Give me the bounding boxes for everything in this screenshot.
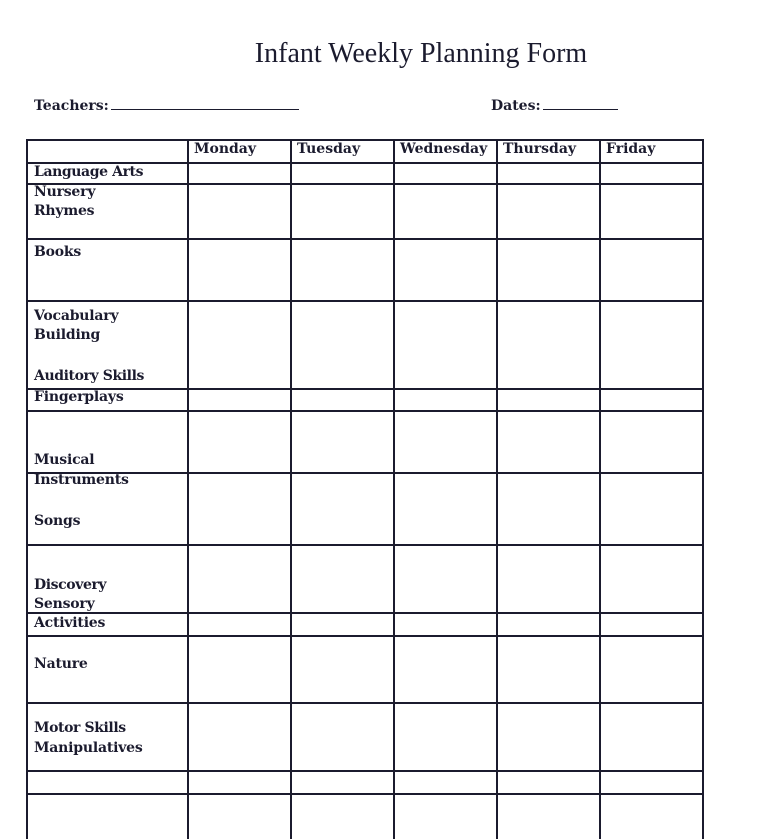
- row-divider: [26, 183, 704, 185]
- row-label-nature: Nature: [34, 656, 88, 672]
- row-label-songs: Songs: [34, 513, 81, 529]
- column-header-tuesday: Tuesday: [297, 141, 361, 157]
- column-header-friday: Friday: [606, 141, 656, 157]
- row-divider: [26, 612, 704, 614]
- row-label-activities: Activities: [34, 615, 106, 631]
- dates-label: Dates:: [491, 98, 541, 114]
- row-label-vocabulary: Vocabulary: [34, 308, 119, 324]
- row-label-sensory: Sensory: [34, 596, 95, 612]
- column-header-wednesday: Wednesday: [400, 141, 488, 157]
- row-label-fingerplays: Fingerplays: [34, 389, 124, 405]
- teachers-label: Teachers:: [34, 98, 109, 114]
- column-header-thursday: Thursday: [503, 141, 577, 157]
- section-language-arts: Language Arts: [34, 164, 144, 180]
- column-divider: [290, 139, 292, 839]
- row-divider: [26, 793, 704, 795]
- table-border-left: [26, 139, 28, 839]
- column-divider: [393, 139, 395, 839]
- teachers-blank-line[interactable]: [111, 109, 299, 110]
- row-label-books: Books: [34, 244, 82, 260]
- row-divider: [26, 635, 704, 637]
- planning-table: [26, 139, 704, 839]
- row-label-building: Building: [34, 327, 101, 343]
- row-label-instruments: Instruments: [34, 472, 129, 488]
- section-motor-skills: Motor Skills: [34, 720, 126, 736]
- row-divider: [26, 770, 704, 772]
- column-divider: [187, 139, 189, 839]
- section-discovery: Discovery: [34, 577, 107, 593]
- row-divider: [26, 410, 704, 412]
- row-divider: [26, 544, 704, 546]
- row-divider: [26, 388, 704, 390]
- dates-field[interactable]: [491, 98, 618, 114]
- dates-blank-line[interactable]: [543, 109, 618, 110]
- table-border-top: [26, 139, 704, 141]
- column-divider: [599, 139, 601, 839]
- teachers-field[interactable]: [34, 98, 299, 114]
- row-label-musical: Musical: [34, 452, 95, 468]
- row-label-manipulatives: Manipulatives: [34, 740, 143, 756]
- row-label-rhymes: Rhymes: [34, 203, 95, 219]
- column-header-monday: Monday: [194, 141, 257, 157]
- row-divider: [26, 702, 704, 704]
- table-border-right: [702, 139, 704, 839]
- column-divider: [496, 139, 498, 839]
- form-title: Infant Weekly Planning Form: [254, 38, 588, 69]
- section-auditory-skills: Auditory Skills: [34, 368, 144, 384]
- row-label-nursery: Nursery: [34, 184, 96, 200]
- row-divider: [26, 238, 704, 240]
- row-divider: [26, 300, 704, 302]
